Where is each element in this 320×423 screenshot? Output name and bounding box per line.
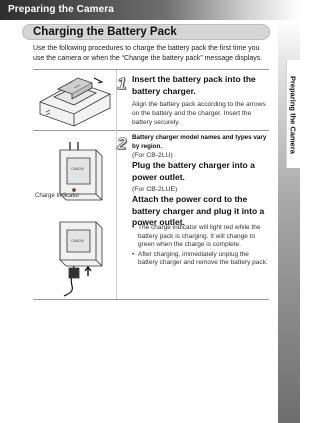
list-item: • The charge indicator will light red while the battery pack is charging. It will change to green when the charge is complete. [132, 224, 268, 250]
divider [33, 130, 269, 131]
model-label: (For CB-2LUE) [132, 186, 178, 193]
charger-plug-illustration [52, 140, 108, 298]
step-body: Align the battery pack according to the arrows on the battery and the charger. Insert the battery securely. [132, 101, 266, 126]
svg-text:CANON: CANON [71, 167, 84, 171]
step-heading: Insert the battery pack into the battery charger. [132, 74, 256, 96]
breadcrumb: Preparing the Camera [8, 4, 114, 15]
svg-text:CANON: CANON [71, 239, 84, 243]
step-note: Battery charger model names and types vary by region. [132, 134, 267, 150]
divider [33, 299, 269, 300]
list-item: • After charging, immediately unplug the battery charger and remove the battery pack. [132, 251, 268, 268]
bullet-list [132, 224, 268, 269]
divider [33, 69, 269, 70]
step-number: 2 [117, 134, 127, 153]
intro-paragraph: Use the following procedures to charge the battery pack the first time you use the camera or when the “Change the battery pack” message displays. [33, 45, 263, 62]
column-divider [116, 70, 117, 299]
side-tab-label: Preparing the Camera [288, 76, 298, 154]
step-number: 1 [117, 74, 127, 93]
header-bar [0, 0, 300, 20]
step-heading: Plug the battery charger into a power outlet. [132, 160, 255, 182]
charge-indicator-label: Charge Indicator [35, 193, 80, 199]
battery-insert-illustration [36, 72, 114, 128]
step-heading: Attach the power cord to the battery charger and plug it into a power outlet. [132, 194, 265, 227]
section-title: Charging the Battery Pack [33, 26, 177, 38]
model-label: (For CB-2LU) [132, 152, 173, 159]
section-title-box [22, 24, 270, 40]
